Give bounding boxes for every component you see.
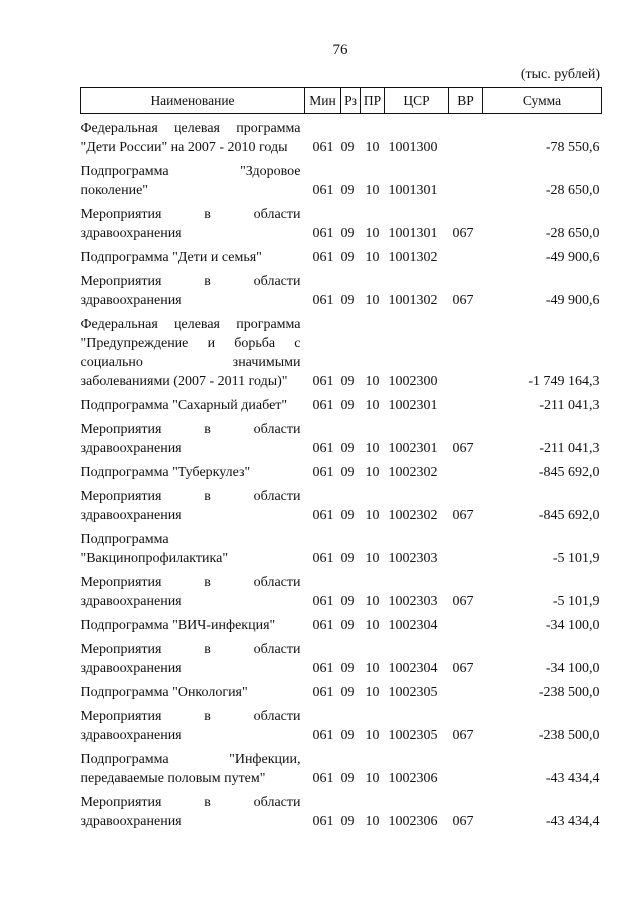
row-pr: 10	[365, 685, 380, 700]
row-vr: 067	[452, 226, 474, 241]
row-rz: 09	[340, 771, 355, 786]
row-sum: -845 692,0	[538, 465, 600, 480]
row-rz: 09	[340, 374, 355, 389]
table-row	[81, 611, 602, 635]
row-pr: 10	[365, 508, 380, 523]
page-number: 76	[332, 42, 348, 58]
row-csr: 1002301	[388, 398, 438, 413]
row-min: 061	[312, 465, 334, 480]
row-csr: 1002303	[388, 594, 438, 609]
row-name: Подпрограмма "Онкология"	[80, 685, 248, 700]
row-sum: -43 434,4	[545, 771, 600, 786]
row-name: Мероприятия в области здравоохранения	[80, 489, 301, 523]
row-csr: 1002302	[388, 465, 438, 480]
row-csr: 1002306	[388, 771, 438, 786]
row-name: Федеральная целевая программа "Предупреждение и борьба с социально значимыми заболеваниями (2007 - 2011 годы)"	[80, 317, 301, 389]
row-rz: 09	[340, 728, 355, 743]
row-pr: 10	[365, 441, 380, 456]
row-vr	[449, 525, 483, 568]
row-name: Подпрограмма "Вакцинопрофилактика"	[80, 532, 229, 566]
row-rz: 09	[340, 551, 355, 566]
table-row	[81, 415, 602, 458]
header-csr: ЦСР	[385, 88, 449, 114]
row-name: Федеральная целевая программа "Дети России" на 2007 - 2010 годы	[80, 121, 301, 155]
row-sum: -28 650,0	[545, 183, 600, 198]
row-rz: 09	[340, 814, 355, 829]
row-vr: 067	[452, 293, 474, 308]
row-name: Подпрограмма "ВИЧ-инфекция"	[80, 618, 276, 633]
row-sum: -238 500,0	[538, 728, 600, 743]
row-csr: 1002301	[388, 441, 438, 456]
row-vr	[449, 745, 483, 788]
row-name: Мероприятия в области здравоохранения	[80, 709, 301, 743]
row-min: 061	[312, 226, 334, 241]
row-sum: -34 100,0	[545, 661, 600, 676]
row-pr: 10	[365, 250, 380, 265]
row-sum: -43 434,4	[545, 814, 600, 829]
row-pr: 10	[365, 771, 380, 786]
row-vr	[449, 243, 483, 267]
row-min: 061	[312, 618, 334, 633]
header-min: Мин	[305, 88, 341, 114]
header-sum: Сумма	[483, 88, 602, 114]
row-min: 061	[312, 293, 334, 308]
table-row	[81, 745, 602, 788]
row-rz: 09	[340, 226, 355, 241]
row-pr: 10	[365, 398, 380, 413]
row-csr: 1002305	[388, 728, 438, 743]
row-rz: 09	[340, 398, 355, 413]
row-vr: 067	[452, 508, 474, 523]
row-pr: 10	[365, 551, 380, 566]
row-rz: 09	[340, 508, 355, 523]
row-min: 061	[312, 685, 334, 700]
row-sum: -845 692,0	[538, 508, 600, 523]
header-rz: Рз	[341, 88, 361, 114]
row-csr: 1002306	[388, 814, 438, 829]
row-pr: 10	[365, 226, 380, 241]
row-min: 061	[312, 771, 334, 786]
row-pr: 10	[365, 183, 380, 198]
row-vr	[449, 391, 483, 415]
row-min: 061	[312, 661, 334, 676]
table-row	[81, 114, 602, 158]
table-row	[81, 635, 602, 678]
row-name: Мероприятия в области здравоохранения	[80, 274, 301, 308]
row-pr: 10	[365, 618, 380, 633]
row-sum: -1 749 164,3	[528, 374, 600, 389]
table-row	[81, 200, 602, 243]
row-rz: 09	[340, 618, 355, 633]
row-rz: 09	[340, 183, 355, 198]
table-row	[81, 310, 602, 391]
row-vr	[449, 458, 483, 482]
row-pr: 10	[365, 374, 380, 389]
row-min: 061	[312, 814, 334, 829]
row-rz: 09	[340, 293, 355, 308]
row-csr: 1002304	[388, 661, 438, 676]
row-sum: -211 041,3	[539, 441, 600, 456]
row-csr: 1002303	[388, 551, 438, 566]
row-csr: 1001302	[388, 293, 438, 308]
row-vr	[449, 310, 483, 391]
budget-table	[80, 87, 602, 831]
row-sum: -34 100,0	[545, 618, 600, 633]
units-label: (тыс. рублей)	[520, 67, 600, 82]
header-vr: ВР	[449, 88, 483, 114]
table-row	[81, 788, 602, 831]
row-name: Подпрограмма "Туберкулез"	[80, 465, 251, 480]
row-min: 061	[312, 183, 334, 198]
row-min: 061	[312, 441, 334, 456]
row-name: Подпрограмма "Инфекции, передаваемые половым путем"	[80, 752, 301, 786]
row-vr	[449, 114, 483, 158]
row-csr: 1002304	[388, 618, 438, 633]
table-row	[81, 702, 602, 745]
row-sum: -78 550,6	[545, 140, 600, 155]
row-name: Мероприятия в области здравоохранения	[80, 422, 301, 456]
row-min: 061	[312, 508, 334, 523]
table-row	[81, 391, 602, 415]
row-vr	[449, 678, 483, 702]
row-vr: 067	[452, 728, 474, 743]
row-vr: 067	[452, 661, 474, 676]
row-csr: 1002302	[388, 508, 438, 523]
row-min: 061	[312, 594, 334, 609]
row-pr: 10	[365, 140, 380, 155]
table-row	[81, 568, 602, 611]
row-sum: -5 101,9	[552, 551, 600, 566]
row-name: Мероприятия в области здравоохранения	[80, 642, 301, 676]
row-min: 061	[312, 250, 334, 265]
row-rz: 09	[340, 140, 355, 155]
row-rz: 09	[340, 685, 355, 700]
row-sum: -49 900,6	[545, 250, 600, 265]
header-row	[81, 88, 602, 114]
row-min: 061	[312, 551, 334, 566]
row-csr: 1001301	[388, 226, 438, 241]
row-rz: 09	[340, 465, 355, 480]
row-min: 061	[312, 140, 334, 155]
row-rz: 09	[340, 594, 355, 609]
row-csr: 1001302	[388, 250, 438, 265]
table-row	[81, 267, 602, 310]
table-row	[81, 458, 602, 482]
row-pr: 10	[365, 661, 380, 676]
row-name: Подпрограмма "Здоровое поколение"	[80, 164, 301, 198]
row-vr	[449, 611, 483, 635]
row-sum: -5 101,9	[552, 594, 600, 609]
row-name: Мероприятия в области здравоохранения	[80, 795, 301, 829]
row-min: 061	[312, 374, 334, 389]
row-csr: 1002305	[388, 685, 438, 700]
row-vr: 067	[452, 594, 474, 609]
row-rz: 09	[340, 250, 355, 265]
row-min: 061	[312, 728, 334, 743]
table-body	[81, 114, 602, 832]
row-pr: 10	[365, 728, 380, 743]
row-pr: 10	[365, 814, 380, 829]
row-pr: 10	[365, 465, 380, 480]
row-name: Мероприятия в области здравоохранения	[80, 207, 301, 241]
row-sum: -49 900,6	[545, 293, 600, 308]
table-row	[81, 482, 602, 525]
row-name: Подпрограмма "Сахарный диабет"	[80, 398, 288, 413]
row-vr	[449, 157, 483, 200]
row-sum: -211 041,3	[539, 398, 600, 413]
table-row	[81, 243, 602, 267]
row-min: 061	[312, 398, 334, 413]
row-pr: 10	[365, 293, 380, 308]
row-rz: 09	[340, 661, 355, 676]
row-sum: -238 500,0	[538, 685, 600, 700]
header-name: Наименование	[81, 88, 305, 114]
table-row	[81, 525, 602, 568]
table-row	[81, 678, 602, 702]
row-csr: 1002300	[388, 374, 438, 389]
row-vr: 067	[452, 441, 474, 456]
header-pr: ПР	[361, 88, 385, 114]
row-sum: -28 650,0	[545, 226, 600, 241]
row-name: Мероприятия в области здравоохранения	[80, 575, 301, 609]
row-rz: 09	[340, 441, 355, 456]
row-name: Подпрограмма "Дети и семья"	[80, 250, 262, 265]
table-header	[81, 88, 602, 114]
row-pr: 10	[365, 594, 380, 609]
table-row	[81, 157, 602, 200]
row-csr: 1001300	[388, 140, 438, 155]
row-vr: 067	[452, 814, 474, 829]
row-csr: 1001301	[388, 183, 438, 198]
